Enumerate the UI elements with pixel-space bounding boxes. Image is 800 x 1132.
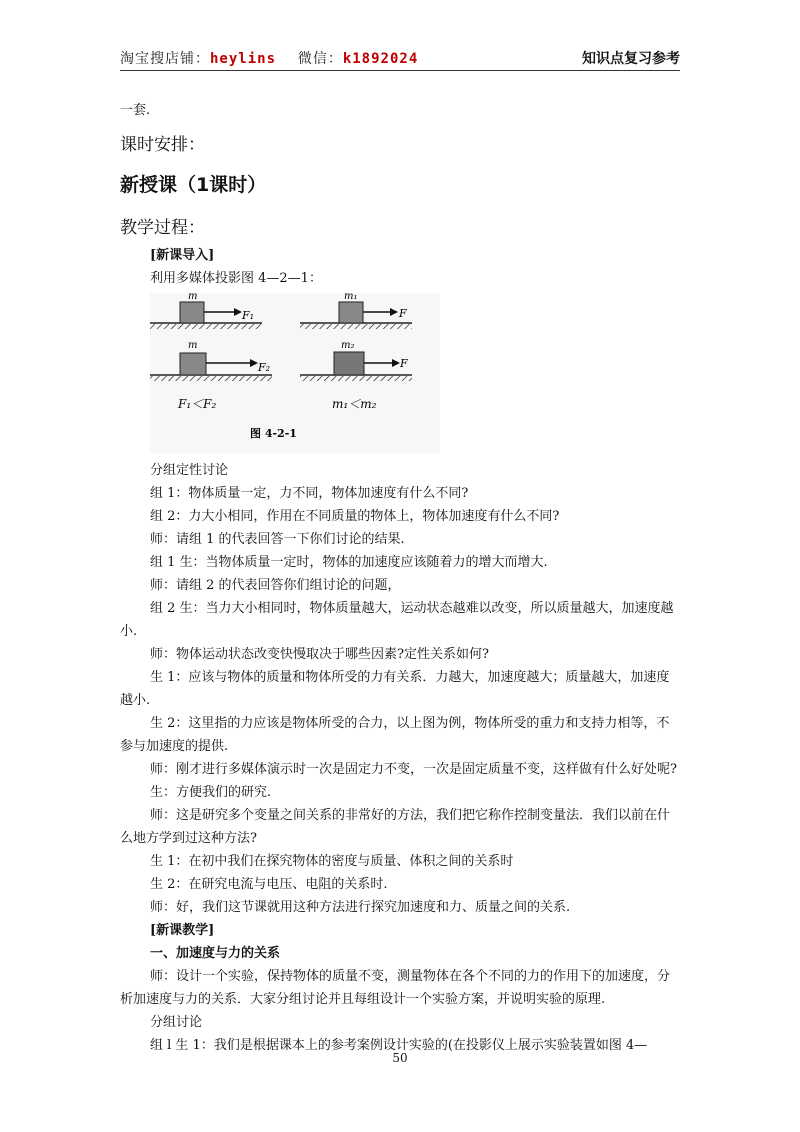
page-header [120, 44, 680, 71]
paragraph: 师：物体运动状态改变快慢取决于哪些因素?定性关系如何? [150, 647, 489, 662]
paragraph: 组 l 生 1：我们是根据课本上的参考案例设计实验的(在投影仪上展示实验装置如图 4— [150, 1038, 648, 1053]
header-shop-info [120, 48, 418, 68]
label-f2: F₂ [258, 361, 271, 374]
section-intro-heading: [新课导入] [150, 248, 215, 263]
paragraph: 生：方便我们的研究. [150, 785, 272, 800]
lesson-heading: 新授课（1课时） [120, 174, 267, 196]
block [339, 302, 363, 323]
paragraph: 组 2：力大小相同，作用在不同质量的物体上，物体加速度有什么不同? [150, 509, 560, 524]
paragraph: 师：设计一个实验，保持物体的质量不变，测量物体在各个不同的力的作用下的加速度，分析加速度与力的关系．大家分组讨论并且每组设计一个实验方案，并说明实验的原理. [120, 969, 671, 1007]
shop-name: heylins [210, 51, 277, 67]
intro-line: 利用多媒体投影图 4—2—1： [150, 271, 322, 286]
page-number: 50 [392, 1051, 408, 1065]
header-title: 知识点复习参考 [582, 51, 680, 67]
paragraph: 生 2：在研究电流与电压、电阻的关系时. [150, 877, 388, 892]
subsection-heading: 一、加速度与力的关系 [150, 946, 281, 961]
block [180, 302, 204, 323]
paragraph: 组 1 生：当物体质量一定时，物体的加速度应该随着力的增大而增大. [150, 555, 548, 570]
paragraph: 师：请组 2 的代表回答你们组讨论的问题， [150, 578, 401, 593]
paragraph: 组 1：物体质量一定，力不同，物体加速度有什么不同? [150, 486, 469, 501]
wechat-id: k1892024 [342, 51, 419, 67]
arrow-head [234, 308, 242, 316]
paragraph: 生 2：这里指的力应该是物体所受的合力，以上图为例，物体所受的重力和支持力相等，不参与加速度的提供. [120, 716, 670, 754]
paragraph: 师：好，我们这节课就用这种方法进行探究加速度和力、质量之间的关系. [150, 900, 571, 915]
figure-caption: 图 4-2-1 [250, 427, 297, 440]
ground-hatch [150, 324, 262, 329]
arrow-head [392, 359, 400, 367]
ground-hatch [300, 376, 412, 381]
label-m: m [188, 340, 198, 351]
label-f: F [400, 357, 408, 370]
arrow-head [390, 308, 398, 316]
shop-label: 淘宝搜店铺： [120, 51, 210, 67]
paragraph: 组 2 生：当力大小相同时，物体质量越大，运动状态越难以改变，所以质量越大，加速度越小. [120, 601, 674, 639]
top-fragment: 一套. [120, 103, 151, 118]
document-body [120, 244, 682, 1057]
section-teach-heading: [新课教学] [150, 923, 215, 938]
label-m: m [188, 293, 198, 302]
condition-right: m₁＜m₂ [332, 397, 377, 411]
force-mass-figure [150, 293, 440, 453]
paragraph: 分组讨论 [150, 1015, 203, 1030]
figure-drawing [150, 293, 440, 453]
ground-hatch [150, 376, 272, 381]
process-heading: 教学过程： [120, 218, 205, 238]
label-m2: m₂ [341, 340, 355, 351]
label-f: F [399, 307, 407, 320]
block [180, 353, 206, 375]
ground-hatch [300, 324, 412, 329]
block [334, 352, 364, 375]
paragraph: 师：这是研究多个变量之间关系的非常好的方法，我们把它称作控制变量法．我们以前在什么地方学到过这种方法? [120, 808, 671, 846]
label-f1: F₁ [242, 309, 255, 322]
schedule-heading: 课时安排： [120, 135, 205, 155]
paragraph: 分组定性讨论 [150, 463, 229, 478]
paragraph: 师：刚才进行多媒体演示时一次是固定力不变，一次是固定质量不变，这样做有什么好处呢? [150, 762, 677, 777]
paragraph: 生 1：在初中我们在探究物体的密度与质量、体积之间的关系时 [150, 854, 514, 869]
paragraph: 生 1：应该与物体的质量和物体所受的力有关系．力越大，加速度越大；质量越大，加速度越小. [120, 670, 670, 708]
condition-left: F₁＜F₂ [178, 397, 217, 411]
paragraph: 师：请组 1 的代表回答一下你们讨论的结果. [150, 532, 405, 547]
wechat-label: 微信： [297, 51, 343, 67]
arrow-head [250, 359, 258, 367]
label-m1: m₁ [344, 293, 358, 302]
